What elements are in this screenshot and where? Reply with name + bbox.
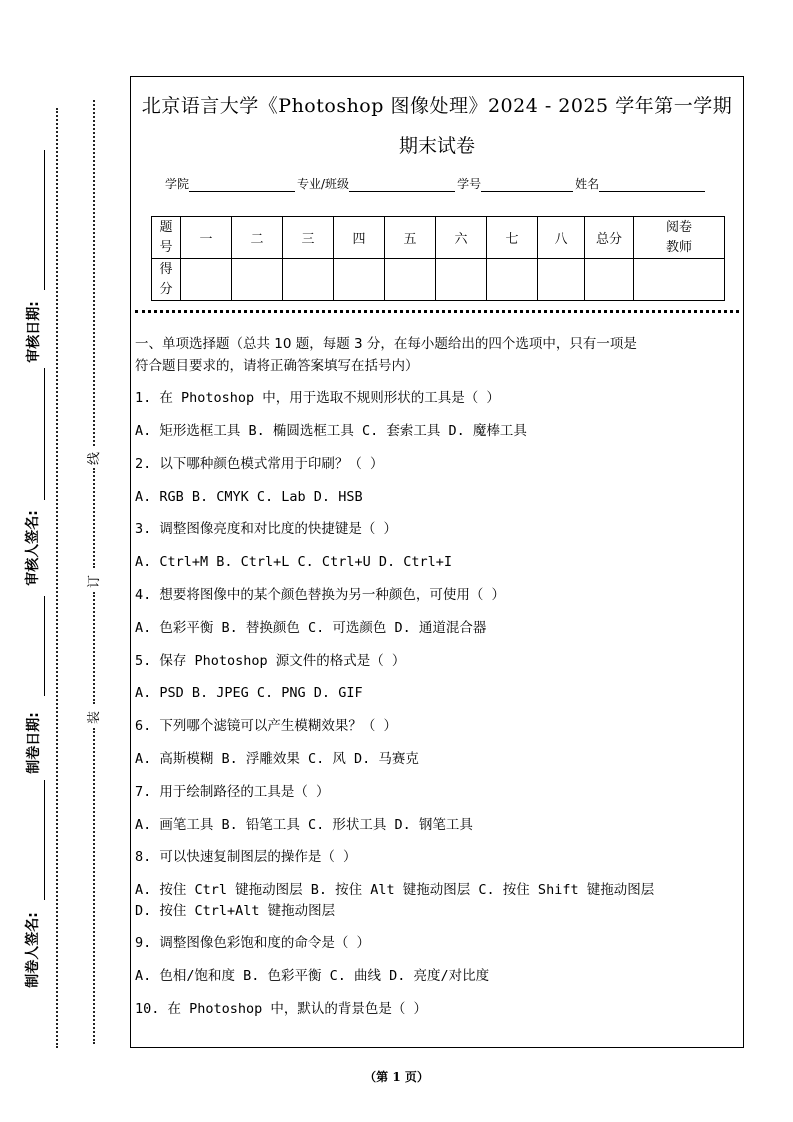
grader-signature-input[interactable] [634, 259, 725, 301]
exam-title: 北京语言大学《Photoshop 图像处理》2024 - 2025 学年第一学期 [141, 95, 733, 117]
exam-subtitle: 期末试卷 [398, 135, 475, 157]
options-9: A. 色相/饱和度 B. 色彩平衡 C. 曲线 D. 亮度/对比度 [135, 968, 490, 984]
cell-section-3: 三 [283, 217, 334, 259]
cell-question-number-label: 题 号 [152, 217, 181, 259]
bind-char-staple: 订 [87, 574, 103, 589]
cell-section-6: 六 [436, 217, 487, 259]
sign-line-reviewer[interactable] [44, 368, 45, 500]
field-label-college: 学院 [165, 177, 190, 191]
field-label-student-id: 学号 [457, 177, 482, 191]
field-input-major-class[interactable] [349, 179, 455, 192]
score-table [151, 216, 725, 301]
exam-frame [130, 76, 744, 1048]
options-1: A. 矩形选框工具 B. 椭圆选框工具 C. 套索工具 D. 魔棒工具 [135, 423, 527, 439]
question-8: 8. 可以快速复制图层的操作是（ ） [135, 849, 357, 865]
options-4: A. 色彩平衡 B. 替换颜色 C. 可选颜色 D. 通道混合器 [135, 620, 487, 636]
score-table-header-row [152, 217, 725, 259]
field-input-name[interactable] [599, 179, 705, 192]
cell-section-4: 四 [334, 217, 385, 259]
binding-dotted-line-inner [93, 592, 95, 704]
options-6: A. 高斯模糊 B. 浮雕效果 C. 风 D. 马赛克 [135, 751, 419, 767]
sign-line-review-date[interactable] [44, 150, 45, 290]
score-input[interactable] [436, 259, 487, 301]
cell-score-label: 得 分 [152, 259, 181, 301]
cell-section-5: 五 [385, 217, 436, 259]
sign-label-review-date: 审核日期: [25, 301, 42, 363]
score-input[interactable] [334, 259, 385, 301]
cell-total: 总分 [585, 217, 634, 259]
cell-section-7: 七 [487, 217, 538, 259]
bind-char-bind: 装 [87, 710, 103, 725]
options-7: A. 画笔工具 B. 铅笔工具 C. 形状工具 D. 钢笔工具 [135, 817, 473, 833]
cell-section-8: 八 [538, 217, 585, 259]
score-input[interactable] [538, 259, 585, 301]
sign-line-make-date[interactable] [44, 596, 45, 696]
field-label-major-class: 专业/班级 [297, 177, 350, 191]
score-input[interactable] [181, 259, 232, 301]
field-input-college[interactable] [189, 179, 295, 192]
cell-section-1: 一 [181, 217, 232, 259]
field-input-student-id[interactable] [481, 179, 573, 192]
binding-dotted-line-inner [93, 100, 95, 446]
sign-line-maker[interactable] [44, 780, 45, 900]
options-8-cont: D. 按住 Ctrl+Alt 键拖动图层 [135, 903, 336, 919]
score-input[interactable] [385, 259, 436, 301]
field-label-name: 姓名 [575, 177, 600, 191]
question-7: 7. 用于绘制路径的工具是（ ） [135, 784, 330, 800]
question-5: 5. 保存 Photoshop 源文件的格式是（ ） [135, 653, 406, 669]
options-8: A. 按住 Ctrl 键拖动图层 B. 按住 Alt 键拖动图层 C. 按住 Shift 键拖动图层 [135, 882, 655, 898]
options-3: A. Ctrl+M B. Ctrl+L C. Ctrl+U D. Ctrl+I [135, 554, 452, 570]
options-2: A. RGB B. CMYK C. Lab D. HSB [135, 489, 363, 505]
question-6: 6. 下列哪个滤镜可以产生模糊效果？（ ） [135, 718, 398, 734]
question-1: 1. 在 Photoshop 中，用于选取不规则形状的工具是（ ） [135, 390, 500, 406]
sign-label-maker: 制卷人签名: [24, 912, 41, 988]
binding-dotted-line-inner [93, 468, 95, 568]
sign-label-reviewer: 审核人签名: [24, 510, 41, 586]
options-5: A. PSD B. JPEG C. PNG D. GIF [135, 685, 363, 701]
bind-char-line: 线 [87, 451, 103, 466]
question-4: 4. 想要将图像中的某个颜色替换为另一种颜色，可使用（ ） [135, 587, 506, 603]
binding-dotted-line-outer [56, 108, 58, 1048]
page-number: （第 1 页） [364, 1070, 429, 1084]
section-1-instructions: 一、单项选择题（总共 10 题，每题 3 分，在每小题给出的四个选项中，只有一项是 符合题目要求的，请将正确答案填写在括号内） [135, 336, 637, 374]
question-9: 9. 调整图像色彩饱和度的命令是（ ） [135, 935, 371, 951]
dotted-separator [135, 310, 739, 313]
score-input[interactable] [232, 259, 283, 301]
binding-dotted-line-inner [93, 728, 95, 1044]
cell-section-2: 二 [232, 217, 283, 259]
question-3: 3. 调整图像亮度和对比度的快捷键是（ ） [135, 521, 398, 537]
question-10: 10. 在 Photoshop 中，默认的背景色是（ ） [135, 1001, 428, 1017]
score-input[interactable] [283, 259, 334, 301]
score-table-score-row [152, 259, 725, 301]
score-input[interactable] [487, 259, 538, 301]
cell-grader: 阅卷 教师 [634, 217, 725, 259]
score-total-input[interactable] [585, 259, 634, 301]
student-info-fields [165, 175, 707, 192]
question-2: 2. 以下哪种颜色模式常用于印刷？（ ） [135, 456, 384, 472]
sign-label-make-date: 制卷日期: [25, 712, 42, 774]
